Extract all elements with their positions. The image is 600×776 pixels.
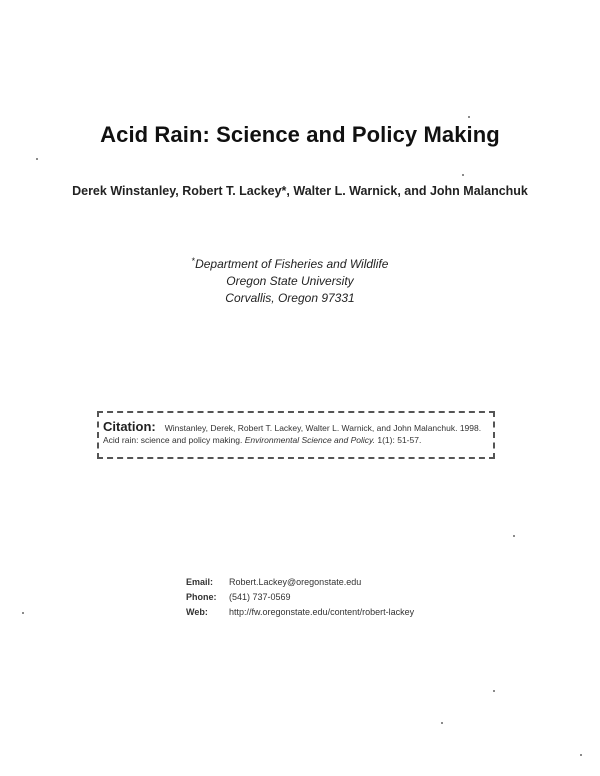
citation-line-2: [103, 435, 490, 445]
scan-speck: [22, 612, 24, 614]
web-link[interactable]: http://fw.oregonstate.edu/content/robert-lackey: [229, 607, 415, 617]
author-list: Derek Winstanley, Robert T. Lackey*, Walter L. Warnick, and John Malanchuk: [72, 184, 528, 198]
phone-value: (541) 737-0569: [229, 592, 291, 602]
phone-label: Phone:: [186, 592, 217, 602]
affiliation-department-line: [0, 256, 580, 273]
contact-row-phone: [186, 590, 414, 605]
affiliation-block: [0, 256, 580, 307]
scan-speck: [441, 722, 443, 724]
scan-speck: [513, 535, 515, 537]
email-label: Email:: [186, 577, 214, 587]
scan-speck: [493, 690, 495, 692]
citation-label: Citation:: [103, 419, 156, 434]
scan-speck: [468, 116, 470, 118]
scan-speck: [580, 754, 582, 756]
citation-article-title: Acid rain: science and policy making.: [103, 435, 243, 445]
contact-row-web: [186, 605, 414, 620]
citation-box: [97, 411, 495, 459]
contact-row-email: [186, 575, 414, 590]
citation-line-1: [103, 419, 490, 434]
affiliation-department: Department of Fisheries and Wildlife: [195, 257, 389, 271]
email-value[interactable]: Robert.Lackey@oregonstate.edu: [229, 577, 362, 587]
citation-volume: 1(1): 51-57.: [377, 435, 422, 445]
scan-speck: [36, 158, 38, 160]
page-title: Acid Rain: Science and Policy Making: [100, 122, 500, 147]
affiliation-location: Corvallis, Oregon 97331: [225, 291, 355, 305]
contact-block: [186, 575, 414, 620]
affiliation-marker: *: [191, 256, 196, 266]
web-label: Web:: [186, 607, 208, 617]
scan-speck: [462, 174, 464, 176]
citation-authors-year: Winstanley, Derek, Robert T. Lackey, Walter L. Warnick, and John Malanchuk. 1998.: [164, 423, 482, 433]
affiliation-university: Oregon State University: [226, 274, 354, 288]
citation-journal: Environmental Science and Policy.: [244, 435, 375, 445]
